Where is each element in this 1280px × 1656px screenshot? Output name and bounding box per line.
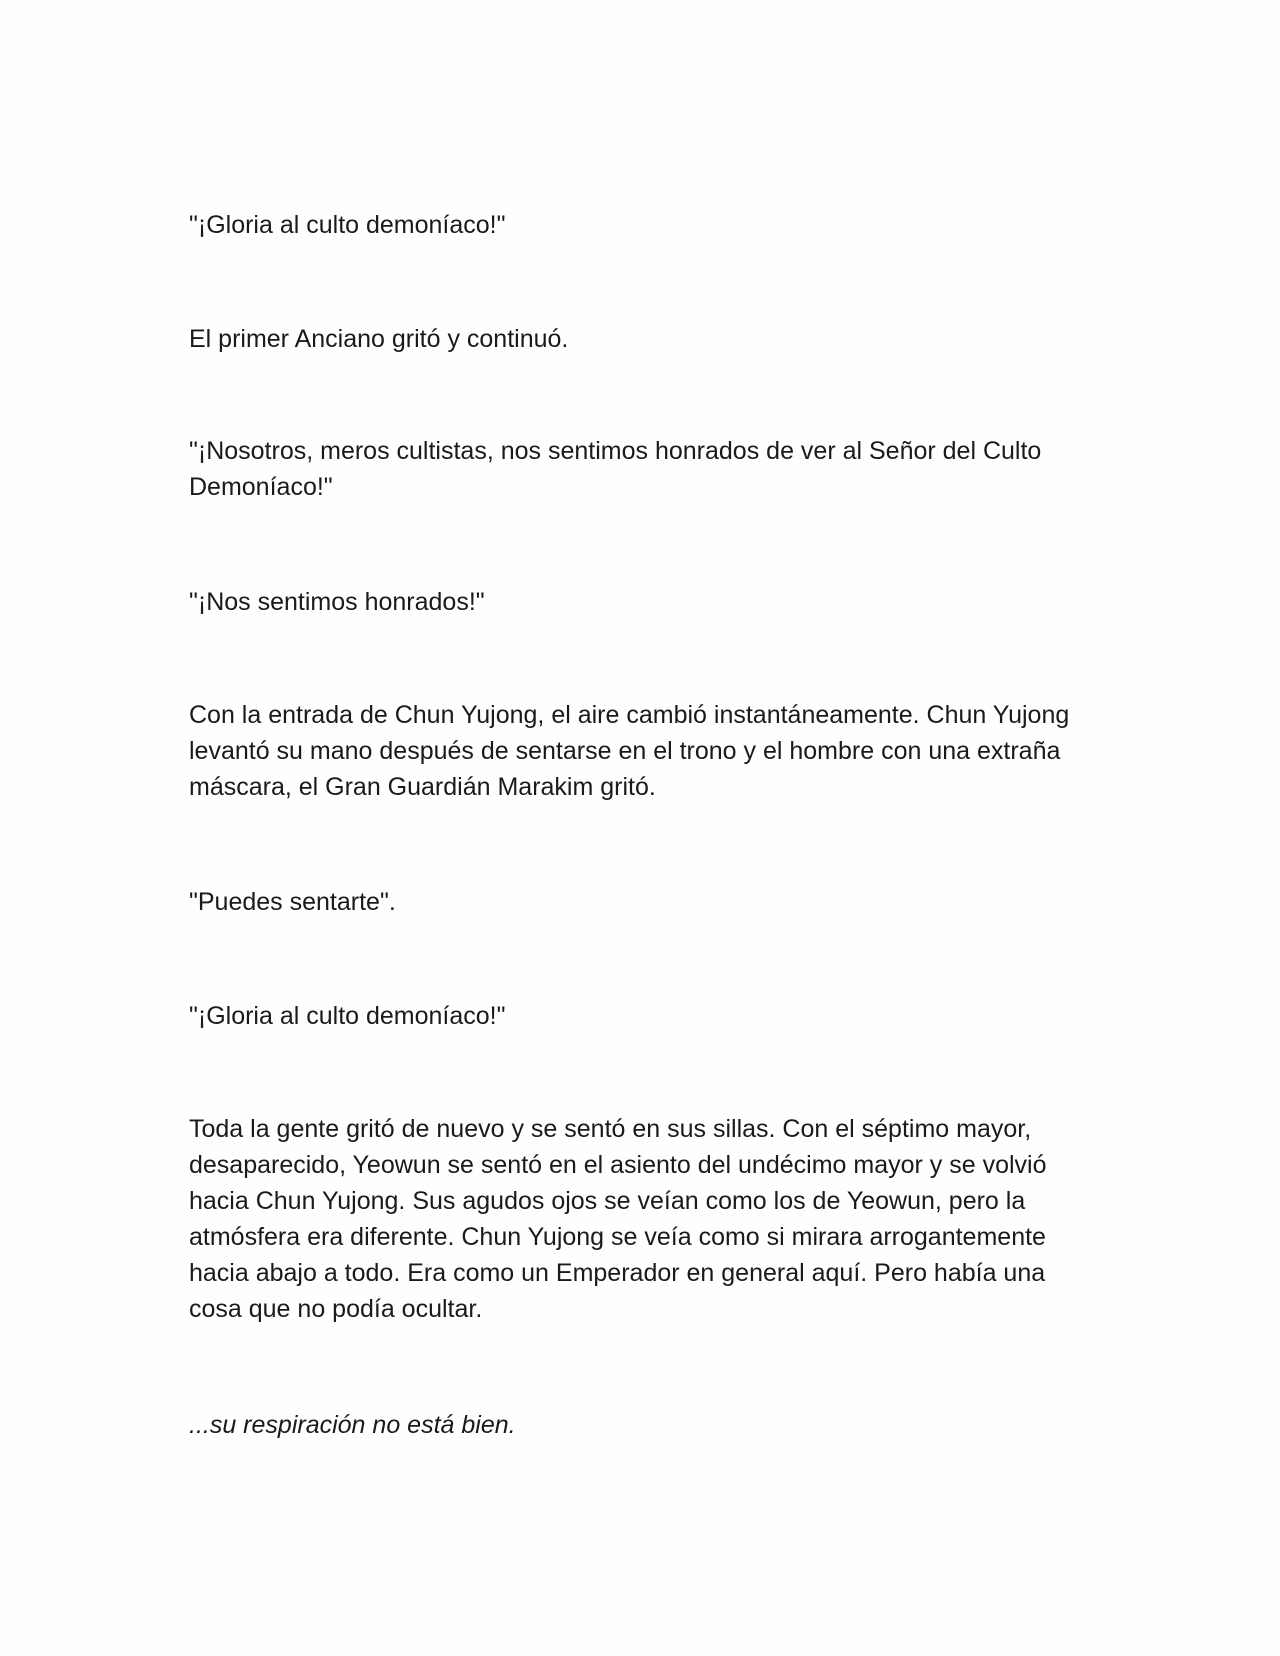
paragraph-8: Toda la gente gritó de nuevo y se sentó en sus sillas. Con el séptimo mayor, desaparecido, Yeowun se sentó en el asiento del undécimo mayor y se volvió hacia Chun Yujong. Sus agudos ojos se veían como los de Yeowun, pero la atmósfera era diferente. Chun Yujong se veía como si mirara arrogantemente hacia abajo a todo. Era como un Emperador en general aquí. Pero había una cosa que no podía ocultar. [189,1115,1047,1323]
paragraph-5: Con la entrada de Chun Yujong, el aire cambió instantáneamente. Chun Yujong levantó su mano después de sentarse en el trono y el hombre con una extraña máscara, el Gran Guardián Marakim gritó. [189,701,1070,801]
paragraph-6: "Puedes sentarte". [189,888,396,916]
paragraph-7: "¡Gloria al culto demoníaco!" [189,1002,506,1030]
paragraph-1: "¡Gloria al culto demoníaco!" [189,211,506,239]
paragraph-2: El primer Anciano gritó y continuó. [189,325,569,353]
paragraph-9: ...su respiración no está bien. [189,1411,516,1439]
paragraph-4: "¡Nos sentimos honrados!" [189,588,485,616]
paragraph-3: "¡Nosotros, meros cultistas, nos sentimos honrados de ver al Señor del Culto Demoníaco!" [189,437,1042,501]
